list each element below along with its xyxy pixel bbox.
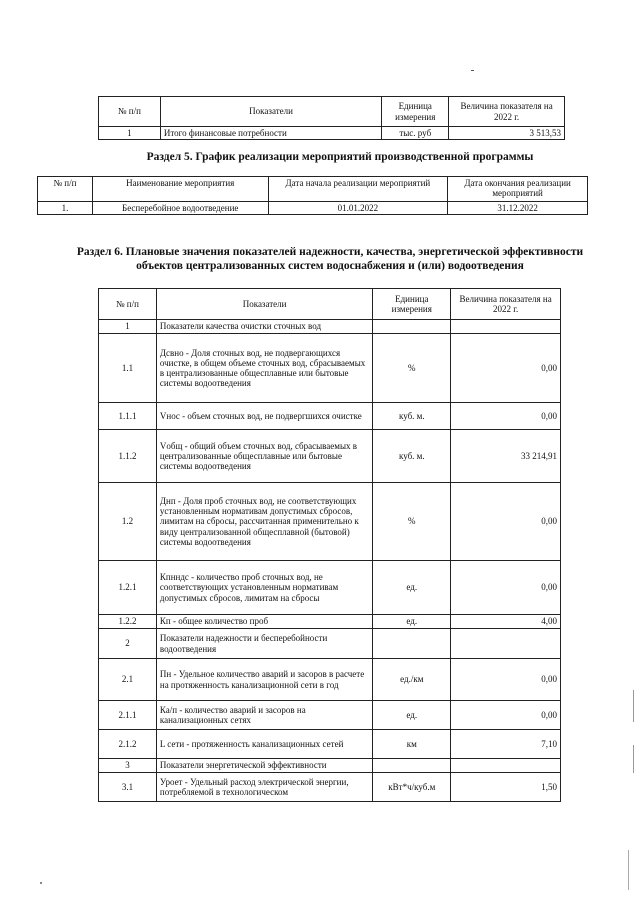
cell-value: 3 513,53 [449,127,565,140]
cell-unit: кВт*ч/куб.м [373,773,451,802]
header-unit: Единица измерения [373,289,451,320]
cell-indicator: Пн - Удельное количество аварий и засоров в расчете на протяженность канализационной сети в год [156,659,372,701]
cell-value: 4,00 [451,615,561,629]
cell-num: 1. [38,202,93,215]
financial-needs-table [98,96,565,140]
cell-num: 1.2.2 [99,615,157,629]
cell-unit: ед. [373,615,451,629]
cell-num: 2.1 [99,659,157,701]
cell-indicator: Vобщ - общий объем сточных вод, сбрасываемых в централизованные общесплавные или бытовые системы водоотведения [156,430,372,483]
cell-indicator: Показатели качества очистки сточных вод [156,320,372,334]
cell-unit: тыс. руб [382,127,449,140]
header-value: Величина показателя на 2022 г. [451,289,561,320]
table-row [99,730,561,759]
cell-unit: % [373,483,451,561]
scan-speck [628,850,629,890]
cell-num: 1.1.2 [99,430,157,483]
table-row [99,320,561,334]
cell-value [451,320,561,334]
header-name: Наименование мероприятия [92,177,268,202]
scan-speck [633,690,634,722]
cell-indicator: Показатели надежности и бесперебойности водоотведения [156,629,372,659]
header-num: № п/п [99,289,157,320]
header-end: Дата окончания реализации мероприятий [448,177,588,202]
table-row [99,561,561,615]
table-row [99,659,561,701]
cell-unit: % [373,334,451,403]
table-row [99,773,561,802]
indicators-table [98,288,561,802]
table-row [99,127,565,140]
header-unit: Единица измерения [382,97,449,127]
cell-num: 1.2.1 [99,561,157,615]
cell-num: 1 [99,127,161,140]
header-start: Дата начала реализации мероприятий [268,177,448,202]
cell-num: 2.1.1 [99,701,157,730]
table-row [99,701,561,730]
section6-title-line1: Раздел 6. Плановые значения показателей надежности, качества, энергетической эффективности [76,246,584,258]
cell-indicator: Дсвно - Доля сточных вод, не подвергающихся очистке, в общем объеме сточных вод, сбрасываемых в централизованные общесплавные или бытовые системы водоотведения [156,334,372,403]
header-indicator: Показатели [160,97,381,127]
table-row [99,759,561,773]
section5-title: Раздел 5. График реализации мероприятий производственной программы [146,151,534,163]
cell-value: 0,00 [451,403,561,430]
cell-indicator: Кп - общее количество проб [156,615,372,629]
cell-num: 1.2 [99,483,157,561]
header-indicator: Показатели [156,289,372,320]
cell-indicator: Ка/п - количество аварий и засоров на канализационных сетях [156,701,372,730]
cell-value: 0,00 [451,561,561,615]
cell-value [451,759,561,773]
cell-value: 0,00 [451,701,561,730]
cell-indicator: Кпнндс - количество проб сточных вод, не соответствующих установленным нормативам допустимых сбросов, лимитам на сбросы [156,561,372,615]
cell-value: 0,00 [451,334,561,403]
cell-unit [373,629,451,659]
cell-name: Бесперебойное водоотведение [92,202,268,215]
scan-speck [633,745,634,773]
cell-value [451,629,561,659]
cell-value: 7,10 [451,730,561,759]
header-value: Величина показателя на 2022 г. [449,97,565,127]
cell-unit: ед. [373,701,451,730]
cell-indicator: Vнос - объем сточных вод, не подвергшихся очистке [156,403,372,430]
cell-num: 3 [99,759,157,773]
cell-indicator: L сети - протяженность канализационных сетей [156,730,372,759]
cell-end: 31.12.2022 [448,202,588,215]
cell-num: 1.1 [99,334,157,403]
table-row [99,483,561,561]
table-header-row [38,177,588,202]
cell-value: 33 214,91 [451,430,561,483]
table-row [99,615,561,629]
cell-unit: км [373,730,451,759]
cell-num: 3.1 [99,773,157,802]
header-num: № п/п [38,177,93,202]
cell-indicator: Уроет - Удельный расход электрической энергии, потребляемой в технологическом [156,773,372,802]
cell-unit [373,320,451,334]
cell-unit: ед. [373,561,451,615]
cell-unit [373,759,451,773]
cell-num: 1 [99,320,157,334]
cell-num: 2.1.2 [99,730,157,759]
cell-value: 0,00 [451,659,561,701]
cell-indicator: Днп - Доля проб сточных вод, не соответствующих установленным нормативам допустимых сбросов, лимитам на сбросы, рассчитанная применительно к виду централизованной общесплавной (бытовой) системы водоотведения [156,483,372,561]
table-row [99,430,561,483]
section6-title-line2: объектов централизованных систем водоснабжения и (или) водоотведения [136,259,524,272]
cell-value: 1,50 [451,773,561,802]
table-row [99,334,561,403]
cell-value: 0,00 [451,483,561,561]
schedule-table [37,176,588,215]
table-row [99,403,561,430]
header-num: № п/п [99,97,161,127]
cell-num: 1.1.1 [99,403,157,430]
cell-indicator: Итого финансовые потребности [160,127,381,140]
table-row [38,202,588,215]
scan-speck [40,882,42,884]
table-header-row [99,97,565,127]
cell-indicator: Показатели энергетической эффективности [156,759,372,773]
table-row [99,629,561,659]
cell-start: 01.01.2022 [268,202,448,215]
cell-num: 2 [99,629,157,659]
section6-title [30,246,630,274]
cell-unit: куб. м. [373,430,451,483]
cell-unit: куб. м. [373,403,451,430]
table-header-row [99,289,561,320]
scan-speck [471,70,474,71]
cell-unit: ед./км [373,659,451,701]
